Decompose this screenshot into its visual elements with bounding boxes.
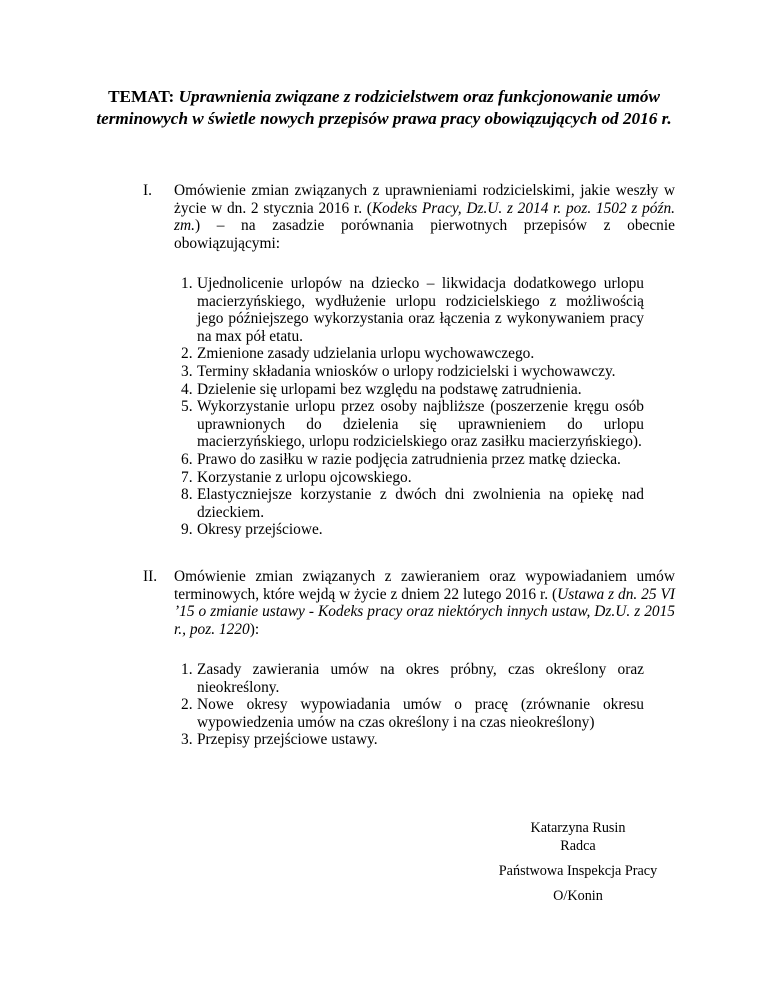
section-2-number: II. bbox=[143, 568, 158, 585]
list-item-number: 9. bbox=[181, 521, 193, 539]
list-item bbox=[181, 696, 644, 731]
list-item-text: Prawo do zasiłku w razie podjęcia zatrudnienia przez matkę dziecka. bbox=[197, 450, 621, 468]
section-2-intro bbox=[174, 568, 675, 638]
list-item-number: 4. bbox=[181, 380, 193, 398]
list-item-number: 1. bbox=[181, 661, 193, 678]
section-1-legal-reference: Kodeks Pracy, Dz.U. z 2014 r. poz. 1502 z późn. zm. bbox=[174, 199, 675, 235]
list-item-text: Dzielenie się urlopami bez względu na podstawę zatrudnienia. bbox=[197, 380, 582, 398]
list-item bbox=[181, 398, 644, 451]
list-item-text: Zasady zawierania umów na okres próbny, czas określony oraz nieokreślony. bbox=[197, 661, 644, 696]
section-1-intro-text-a: Omówienie zmian związanych z uprawnieniami rodzicielskimi, jakie weszły w życie w dn. 2 stycznia 2016 r. ( bbox=[174, 182, 675, 217]
signature-institution: Państwowa Inspekcja Pracy bbox=[498, 863, 658, 879]
list-item-number: 6. bbox=[181, 450, 193, 468]
list-item-number: 3. bbox=[181, 731, 193, 749]
signature-name: Katarzyna Rusin bbox=[530, 820, 626, 836]
list-item-text: Elastyczniejsze korzystanie z dwóch dni zwolnienia na opiekę nad dzieckiem. bbox=[197, 486, 644, 521]
list-item bbox=[181, 275, 644, 345]
section-2-body bbox=[174, 568, 675, 638]
list-item bbox=[181, 345, 644, 363]
list-item-number: 1. bbox=[181, 275, 193, 292]
list-item-text: Ujednolicenie urlopów na dziecko – likwidacja dodatkowego urlopu macierzyńskiego, wydłużenie urlopu rodzicielskiego z możliwością jego późniejszego wykorzystania oraz łączenia z wykonywaniem pracy na max pół etatu. bbox=[197, 275, 644, 345]
list-item-text: Terminy składania wniosków o urlopy rodzicielski i wychowawczy. bbox=[197, 362, 616, 380]
section-1-intro bbox=[174, 182, 675, 252]
list-item bbox=[181, 521, 644, 539]
list-item-text: Zmienione zasady udzielania urlopu wychowawczego. bbox=[197, 345, 535, 363]
title-text: Uprawnienia związane z rodzicielstwem oraz funkcjonowanie umów terminowych w świetle nowych przepisów prawa pracy obowiązujących od 2016 r. bbox=[96, 87, 672, 128]
list-item bbox=[181, 469, 644, 487]
list-item-number: 8. bbox=[181, 486, 193, 504]
list-item bbox=[181, 381, 644, 399]
signature-role: Radca bbox=[560, 838, 596, 854]
list-item-number: 2. bbox=[181, 696, 193, 714]
list-item bbox=[181, 731, 644, 749]
title-prefix: TEMAT: bbox=[108, 87, 175, 106]
list-item-text: Korzystanie z urlopu ojcowskiego. bbox=[197, 468, 412, 486]
list-item-number: 7. bbox=[181, 468, 193, 486]
list-item-text: Przepisy przejściowe ustawy. bbox=[197, 731, 378, 749]
section-1-number: I. bbox=[143, 182, 152, 199]
list-item bbox=[181, 486, 644, 521]
list-item-number: 5. bbox=[181, 398, 193, 416]
section-1-list bbox=[181, 275, 644, 539]
list-item-number: 3. bbox=[181, 362, 193, 380]
section-1-body bbox=[174, 182, 675, 252]
list-item bbox=[181, 451, 644, 469]
list-item-text: Okresy przejściowe. bbox=[197, 521, 323, 539]
section-2-intro-text-b: ): bbox=[249, 620, 260, 638]
section-2-list bbox=[181, 661, 644, 749]
list-item-number: 2. bbox=[181, 345, 193, 363]
document-title bbox=[80, 86, 688, 130]
section-2-legal-reference: Ustawa z dn. 25 VI ’15 o zmianie ustawy - Kodeks pracy oraz niektórych innych ustaw, Dz.U. z 2015 r., poz. 1220 bbox=[174, 585, 675, 638]
list-item-text: Nowe okresy wypowiadania umów o pracę (zrównanie okresu wypowiedzenia umów na czas określony i na czas nieokreślony) bbox=[197, 696, 644, 731]
section-1-intro-text-b: ) – na zasadzie porównania pierwotnych przepisów z obecnie obowiązującymi: bbox=[174, 217, 675, 252]
list-item bbox=[181, 661, 644, 696]
section-2-intro-text-a: Omówienie zmian związanych z zawieraniem oraz wypowiadaniem umów terminowych, które wejdą w życie z dniem 22 lutego 2016 r. ( bbox=[174, 568, 675, 603]
list-item-text: Wykorzystanie urlopu przez osoby najbliższe (poszerzenie kręgu osób uprawnionych do dzielenia się uprawnieniem do urlopu macierzyńskiego, urlopu rodzicielskiego oraz zasiłku macierzyńskiego). bbox=[197, 398, 644, 451]
signature-office: O/Konin bbox=[553, 888, 603, 904]
list-item bbox=[181, 363, 644, 381]
